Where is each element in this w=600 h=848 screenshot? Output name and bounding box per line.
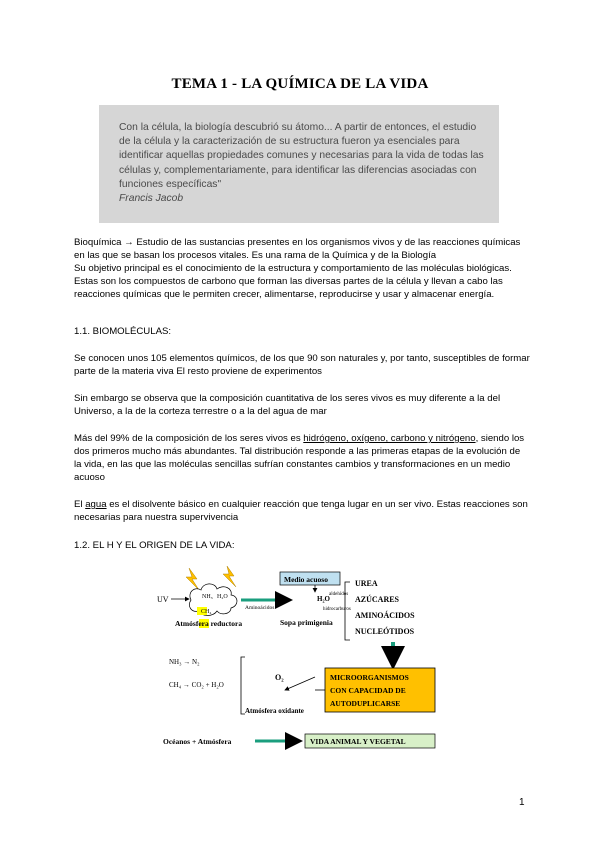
list-item: UREA <box>355 579 378 588</box>
intro-paragraph <box>74 236 530 301</box>
paragraph-percentage: Más del 99% de la composición de los seres vivos es hidrógeno, oxígeno, carbono y nitrógeno, siendo los dos primeros mucho más abundantes. Tal distribución responde a las primeras etapas de la evolución de la vida, en las que las moléculas sencillas sufrían constantes cambios y transformaciones en un medio acuoso <box>74 433 525 483</box>
ch4-co2-label: CH₄ → CO₂ + H₂O <box>169 681 224 689</box>
paragraph-elements: Se conocen unos 105 elementos químicos, de los que 90 son naturales y, por tanto, susceptibles de formar parte de la materia viva El resto proviene de experimentos <box>74 353 530 377</box>
intro-definition: Estudio de las sustancias presentes en los organismos vivos y de las reacciones químicas en las que se basan los procesos vitales. Es una rama de la Química y de la Biología <box>74 237 521 261</box>
list-item: AZÚCARES <box>355 595 400 604</box>
arrow-icon: → <box>124 237 134 248</box>
nh3-label: NH₃ <box>202 594 213 600</box>
nh3-n2-label: NH₃ → N₂ <box>169 658 200 666</box>
paragraph-water: El agua es el disolvente básico en cualquier reacción que tenga lugar en un ser vivo. Estas reacciones son necesarias para nuestra supervivencia <box>74 499 528 523</box>
quote-author: Francis Jacob <box>119 193 184 204</box>
oceanos-label: Océanos + Atmósfera <box>163 737 232 746</box>
sopa-primigenia-label: Sopa primigenia <box>280 618 333 627</box>
atmosfera-reductora-label: Atmósfera reductora <box>175 619 243 628</box>
hidrocarburos-label: hidrocarburos <box>323 607 351 612</box>
ch4-label: CH₄ <box>201 609 212 615</box>
h2o-label: H₂O <box>217 594 228 600</box>
paragraph-composition: Sin embargo se observa que la composición cuantitativa de los seres vivos es muy diferente a la del Universo, a la de la corteza terrestre o a la del agua de mar <box>74 393 501 417</box>
section-heading-origen: 1.2. EL H Y EL ORIGEN DE LA VIDA: <box>74 540 235 551</box>
o2-label: O₂ <box>275 673 284 682</box>
underlined-water: agua <box>85 499 107 510</box>
lightning-icon <box>186 568 199 590</box>
vida-label: VIDA ANIMAL Y VEGETAL <box>310 737 406 746</box>
section-heading-biomoleculas: 1.1. BIOMOLÉCULAS: <box>74 326 172 337</box>
atmosfera-oxidante-label: Atmósfera oxidante <box>245 707 304 715</box>
uv-label: UV <box>157 595 169 604</box>
lightning-icon <box>223 566 236 587</box>
intro-term: Bioquímica <box>74 237 122 248</box>
list-item: AMINOÁCIDOS <box>355 611 415 620</box>
underlined-elements: hidrógeno, oxígeno, carbono y nitrógeno <box>303 433 476 444</box>
page-title: TEMA 1 - LA QUÍMICA DE LA VIDA <box>171 76 429 92</box>
quote-text: Con la célula, la biología descubrió su átomo... A partir de entonces, el estudio de la célula y la caracterización de su estructura fueron ya esenciales para identificar aquellas propiedades comunes y necesarias para la vida de todas las células y, complementariamente, para identificar las diferencias asociadas con funciones específicas" <box>119 122 484 190</box>
h2o-center-label: H₂O <box>317 595 330 603</box>
origin-of-life-diagram <box>155 562 455 752</box>
micro-line: AUTODUPLICARSE <box>330 699 401 708</box>
aldehidos-label: aldehídos <box>329 592 349 597</box>
intro-objective: Su objetivo principal es el conocimiento de la estructura y comportamiento de las moléculas biológicas. Estas son los compuestos de carbono que forman las diversas partes de la célula y llevan a cabo las reacciones químicas que le permiten crecer, alimentarse, reproducirse y usar y almacenar energía. <box>74 263 512 300</box>
list-item: NUCLEÓTIDOS <box>355 627 415 636</box>
micro-line: CON CAPACIDAD DE <box>330 686 406 695</box>
cloud-icon <box>189 584 237 616</box>
quote-box <box>99 105 499 223</box>
page-number: 1 <box>519 797 525 808</box>
medio-acuoso-label: Medio acuoso <box>284 575 328 584</box>
aminoacidos-small-label: Aminoácidos <box>245 605 275 611</box>
micro-line: MICROORGANISMOS <box>330 673 409 682</box>
